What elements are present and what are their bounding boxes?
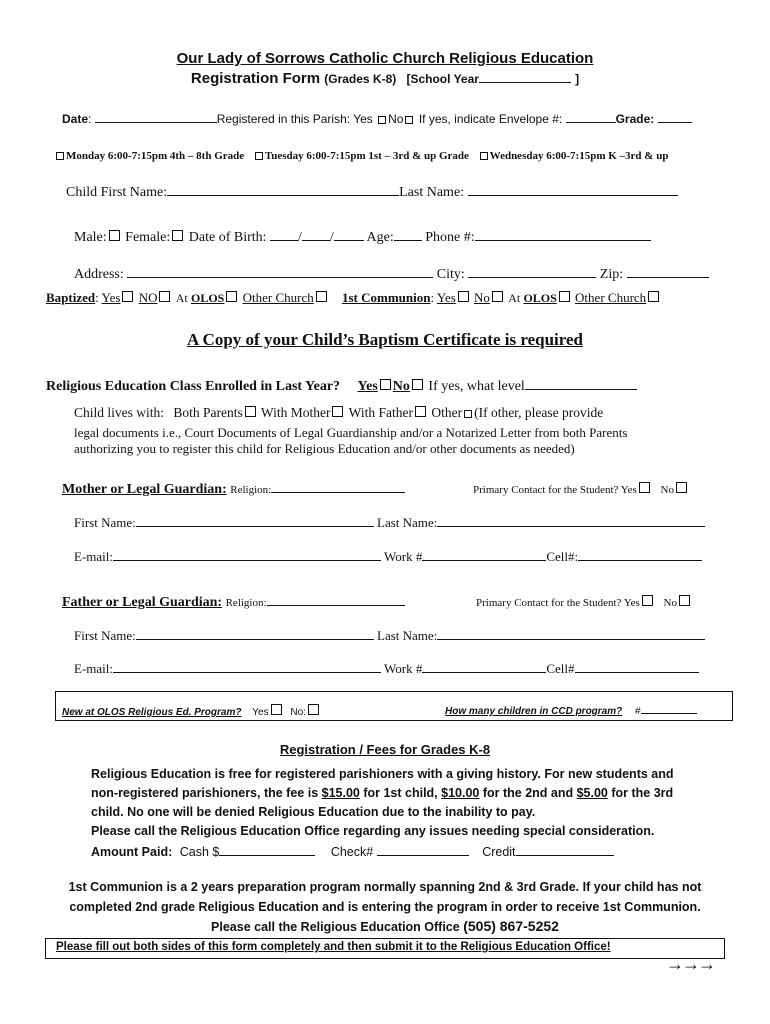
office-phone: (505) 867-5252	[463, 918, 559, 934]
other-label: Other	[431, 405, 463, 420]
fees-line-2-text-b: for 1st child,	[359, 786, 442, 800]
mother-work-label: Work #	[384, 549, 423, 564]
sacraments-row	[46, 290, 661, 306]
new-program-no-label: No:	[290, 707, 306, 718]
fees-line-4: Please call the Religious Education Office regarding any issues needing special consideration.	[91, 824, 655, 838]
grade-input[interactable]	[658, 110, 692, 123]
lives-with-label: Child lives with:	[74, 405, 165, 420]
mother-first-name-label: First Name:	[74, 515, 136, 530]
cash-label: Cash $	[179, 845, 220, 859]
new-program-row	[62, 704, 321, 718]
last-year-row	[46, 377, 637, 395]
with-father-checkbox[interactable]	[415, 406, 426, 417]
mother-email-label: E-mail:	[74, 549, 113, 564]
baptized-yes-label: Yes	[101, 290, 121, 305]
father-email-input[interactable]	[113, 660, 381, 673]
mother-religion-input[interactable]	[271, 480, 405, 493]
fees-line-3: child. No one will be denied Religious Education due to the inability to pay.	[91, 805, 536, 819]
both-parents-label: Both Parents	[173, 405, 243, 420]
male-checkbox[interactable]	[109, 230, 120, 241]
dob-slash: /	[329, 230, 334, 245]
address-row	[74, 265, 709, 283]
credit-input[interactable]	[516, 843, 614, 856]
father-primary-label: Primary Contact for the Student? Yes	[476, 597, 640, 609]
both-parents-checkbox[interactable]	[245, 406, 256, 417]
mother-primary-row	[473, 482, 689, 496]
father-primary-yes-checkbox[interactable]	[642, 595, 653, 606]
mother-email-input[interactable]	[113, 548, 381, 561]
last-year-yes-checkbox[interactable]	[380, 379, 391, 390]
mother-last-name-input[interactable]	[437, 514, 705, 527]
father-contact-row	[74, 660, 699, 677]
female-label: Female:	[125, 230, 171, 245]
communion-yes-checkbox[interactable]	[458, 291, 469, 302]
tuesday-option: Tuesday 6:00-7:15pm 1st – 3rd & up Grade	[264, 150, 469, 162]
male-label: Male:	[74, 230, 107, 245]
dob-slash: /	[298, 230, 302, 245]
lives-with-note-3: authorizing you to register this child for Religious Education and/or other documents as needed)	[74, 441, 575, 456]
new-program-yes-checkbox[interactable]	[271, 704, 282, 715]
child-last-name-input[interactable]	[468, 183, 678, 196]
father-last-name-label: Last Name:	[377, 628, 438, 643]
fees-line-2-text-d: for the 3rd	[607, 786, 674, 800]
credit-label: Credit	[482, 845, 516, 859]
with-father-label: With Father	[348, 405, 413, 420]
wednesday-option: Wednesday 6:00-7:15pm K –3rd & up	[489, 150, 669, 162]
amount-paid-label: Amount Paid:	[91, 845, 173, 859]
last-year-no-label: No	[392, 379, 410, 394]
baptism-certificate-notice: A Copy of your Child’s Baptism Certificate is required	[186, 330, 584, 349]
baptized-no-checkbox[interactable]	[159, 291, 170, 302]
communion-olos-label: OLOS	[523, 291, 557, 305]
baptized-other-church-label: Other Church	[242, 290, 314, 305]
dob-year-input[interactable]	[334, 228, 364, 241]
mother-religion-label: Religion:	[230, 484, 272, 496]
communion-no-label: No	[474, 290, 490, 305]
mother-contact-row	[74, 548, 702, 565]
father-cell-input[interactable]	[575, 660, 699, 673]
mother-last-name-label: Last Name:	[377, 515, 438, 530]
father-religion-input[interactable]	[267, 593, 405, 606]
check-label: Check#	[330, 845, 374, 859]
new-program-question: New at OLOS Religious Ed. Program?	[62, 707, 242, 718]
father-heading-row	[62, 593, 405, 611]
female-checkbox[interactable]	[172, 230, 183, 241]
registered-yes-checkbox[interactable]	[378, 116, 386, 124]
phone-input[interactable]	[475, 228, 651, 241]
fees-line-2-text-c: for the 2nd and	[479, 786, 577, 800]
baptized-other-church-checkbox[interactable]	[316, 291, 327, 302]
envelope-label: If yes, indicate Envelope #:	[418, 112, 563, 126]
father-primary-no-checkbox[interactable]	[679, 595, 690, 606]
father-name-row	[74, 627, 705, 644]
dob-label: Date of Birth:	[188, 230, 267, 245]
form-subtitle	[0, 70, 770, 87]
fees-line-1: Religious Education is free for registered parishioners with a giving history. For new students and	[91, 767, 674, 781]
father-last-name-input[interactable]	[437, 627, 705, 640]
call-office-text: Please call the Religious Education Office	[211, 920, 460, 934]
child-last-name-label: Last Name:	[399, 185, 465, 200]
mother-heading: Mother or Legal Guardian:	[62, 482, 227, 497]
last-year-question: Religious Education Class Enrolled in Last Year?	[46, 379, 341, 394]
tuesday-checkbox[interactable]	[255, 152, 263, 160]
zip-label: Zip:	[599, 267, 624, 282]
mother-primary-no-label: No	[660, 484, 674, 496]
mother-work-input[interactable]	[422, 548, 546, 561]
mother-primary-label: Primary Contact for the Student? Yes	[473, 484, 637, 496]
children-count-row	[445, 704, 697, 717]
communion-colon: :	[430, 290, 435, 305]
with-mother-label: With Mother	[260, 405, 331, 420]
zip-input[interactable]	[627, 265, 709, 278]
grades-range: (Grades K-8)	[324, 72, 397, 86]
communion-at-label: At	[508, 291, 521, 305]
with-mother-checkbox[interactable]	[332, 406, 343, 417]
child-first-name-label: Child First Name:	[66, 185, 168, 200]
mother-cell-label: Cell#:	[546, 549, 579, 564]
phone-label: Phone #:	[425, 230, 475, 245]
father-work-input[interactable]	[422, 660, 546, 673]
child-details-row	[74, 228, 651, 246]
form-title: Our Lady of Sorrows Catholic Church Religious Education	[176, 50, 594, 67]
city-label: City:	[436, 267, 465, 282]
date-colon: :	[88, 112, 92, 126]
child-name-row	[66, 183, 678, 201]
fees-line-2-text-a: non-registered parishioners, the fee is	[91, 786, 322, 800]
address-input[interactable]	[127, 265, 433, 278]
form-name: Registration Form	[190, 70, 321, 87]
baptized-label: Baptized	[46, 290, 96, 305]
new-program-yes-label: Yes	[252, 707, 269, 718]
last-year-level-input[interactable]	[525, 377, 637, 390]
last-year-yes-label: Yes	[357, 379, 378, 394]
envelope-input[interactable]	[566, 110, 616, 123]
father-primary-row	[476, 595, 692, 609]
dob-day-input[interactable]	[302, 228, 330, 241]
school-year-close: ]	[575, 72, 580, 86]
communion-yes-label: Yes	[436, 290, 456, 305]
last-year-no-checkbox[interactable]	[412, 379, 423, 390]
mother-first-name-input[interactable]	[136, 514, 374, 527]
class-options	[54, 150, 668, 162]
communion-other-church-checkbox[interactable]	[648, 291, 659, 302]
last-year-level-label: If yes, what level	[428, 379, 525, 394]
children-count-input[interactable]	[641, 704, 697, 714]
registered-label: Registered in this Parish: Yes	[216, 112, 373, 126]
next-page-arrows-icon: →→→	[666, 954, 714, 974]
mother-cell-input[interactable]	[578, 548, 702, 561]
fee-second-child: $10.00	[441, 786, 480, 800]
father-religion-label: Religion:	[225, 597, 267, 609]
address-label: Address:	[74, 267, 124, 282]
age-input[interactable]	[394, 228, 422, 241]
father-email-label: E-mail:	[74, 661, 113, 676]
communion-note-line-2: completed 2nd grade Religious Education and is entering the program in order to receive 1st Communion.	[69, 900, 701, 914]
father-work-label: Work #	[384, 661, 423, 676]
father-first-name-label: First Name:	[74, 628, 136, 643]
check-input[interactable]	[377, 843, 469, 856]
communion-note-line-1: 1st Communion is a 2 years preparation program normally spanning 2nd & 3rd Grade. If your child has not	[68, 880, 702, 894]
father-cell-label: Cell#	[546, 661, 575, 676]
fees-line-2	[91, 786, 673, 800]
communion-no-checkbox[interactable]	[492, 291, 503, 302]
wednesday-checkbox[interactable]	[480, 152, 488, 160]
father-heading: Father or Legal Guardian:	[62, 595, 223, 610]
fees-heading: Registration / Fees for Grades K-8	[279, 742, 491, 757]
dob-month-input[interactable]	[270, 228, 298, 241]
children-count-question: How many children in CCD program?	[445, 706, 623, 717]
children-count-hash: #	[635, 706, 641, 717]
monday-option: Monday 6:00-7:15pm 4th – 8th Grade	[66, 150, 245, 162]
baptized-olos-checkbox[interactable]	[226, 291, 237, 302]
baptized-olos-label: OLOS	[190, 291, 225, 305]
school-year-input[interactable]	[479, 70, 571, 83]
amount-paid-row	[91, 843, 614, 859]
new-program-no-checkbox[interactable]	[308, 704, 319, 715]
other-note: (If other, please provide	[474, 405, 604, 420]
registered-no-checkbox[interactable]	[405, 116, 413, 124]
date-input[interactable]	[95, 110, 217, 123]
baptized-at-label: At	[175, 291, 188, 305]
mother-primary-yes-checkbox[interactable]	[639, 482, 650, 493]
mother-heading-row	[62, 480, 405, 498]
lives-with-note-2: legal documents i.e., Court Documents of Legal Guardianship and/or a Notarized Letter from both Parents	[74, 425, 628, 440]
monday-checkbox[interactable]	[56, 152, 64, 160]
father-primary-no-label: No	[663, 597, 677, 609]
mother-primary-no-checkbox[interactable]	[676, 482, 687, 493]
baptized-colon: :	[95, 290, 99, 305]
communion-note-line-3	[0, 918, 770, 934]
age-label: Age:	[366, 230, 394, 245]
date-label: Date	[62, 112, 89, 126]
baptized-yes-checkbox[interactable]	[122, 291, 133, 302]
communion-olos-checkbox[interactable]	[559, 291, 570, 302]
city-input[interactable]	[468, 265, 596, 278]
school-year-label: [School Year	[406, 72, 479, 86]
date-row	[62, 110, 692, 126]
footer-instruction: Please fill out both sides of this form completely and then submit it to the Religious Education Office!	[56, 941, 611, 953]
fee-first-child: $15.00	[321, 786, 360, 800]
communion-other-church-label: Other Church	[575, 290, 647, 305]
baptized-no-label: NO	[138, 290, 158, 305]
grade-label: Grade:	[615, 112, 655, 126]
cash-input[interactable]	[219, 843, 315, 856]
communion-label: 1st Communion	[341, 290, 431, 305]
registered-no-label: No	[388, 112, 404, 126]
fee-third-child: $5.00	[576, 786, 608, 800]
lives-with-row	[74, 405, 603, 421]
mother-name-row	[74, 514, 705, 531]
father-first-name-input[interactable]	[136, 627, 374, 640]
child-first-name-input[interactable]	[167, 183, 399, 196]
other-checkbox[interactable]	[464, 410, 472, 418]
